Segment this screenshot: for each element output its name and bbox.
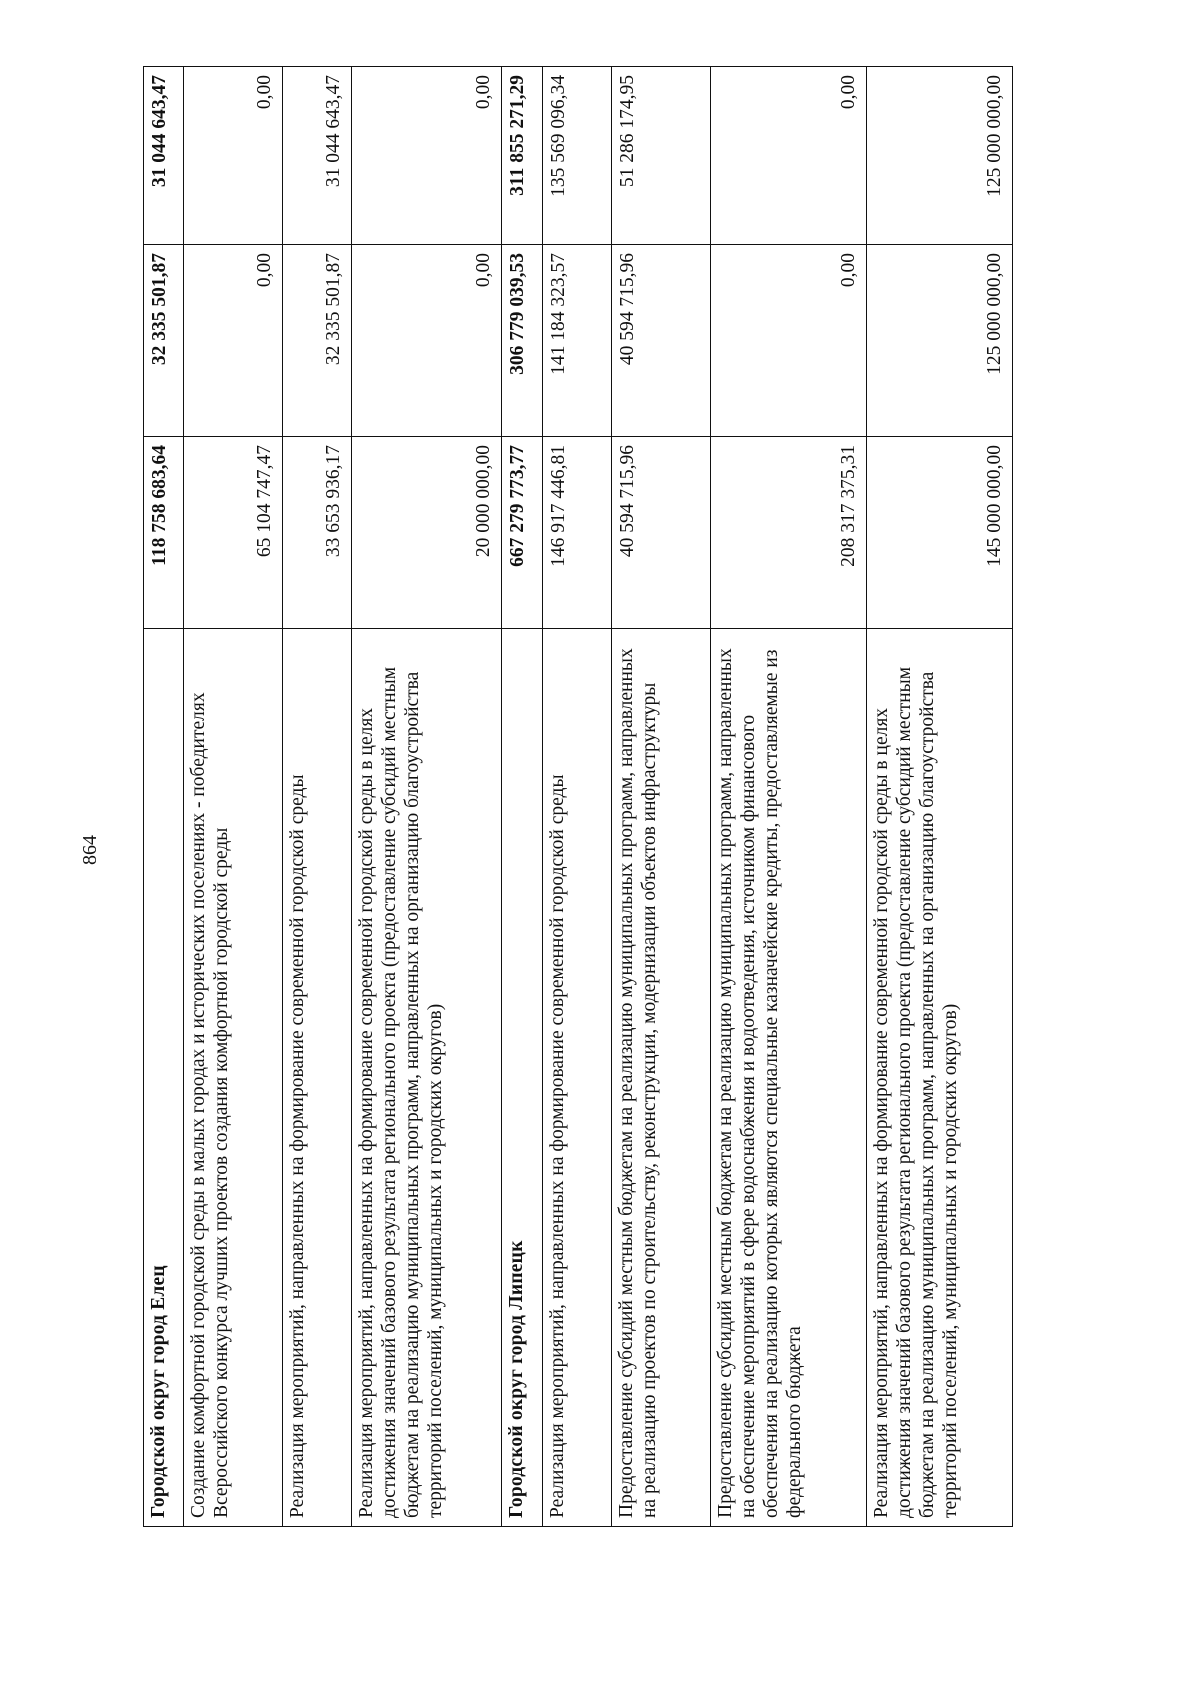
table-row — [184, 67, 283, 1527]
value-cell-year1: 146 917 446,81 — [542, 437, 611, 629]
value-cell-year1: 667 279 773,77 — [502, 437, 542, 629]
value-cell-year2: 32 335 501,87 — [144, 245, 184, 437]
value-cell-year3: 0,00 — [710, 67, 867, 245]
value-cell-year3: 125 000 000,00 — [867, 67, 1013, 245]
value-cell-year2: 40 594 715,96 — [612, 245, 711, 437]
value-cell-year3: 0,00 — [184, 67, 283, 245]
value-cell-year2: 0,00 — [352, 245, 502, 437]
value-cell-year3: 31 044 643,47 — [144, 67, 184, 245]
table-row — [542, 67, 611, 1527]
row-name-cell: Реализация мероприятий, направленных на формирование современной городской среды — [542, 629, 611, 1527]
value-cell-year1: 20 000 000,00 — [352, 437, 502, 629]
value-cell-year3: 31 044 643,47 — [282, 67, 351, 245]
table-row — [352, 67, 502, 1527]
value-cell-year2: 0,00 — [184, 245, 283, 437]
table-row — [612, 67, 711, 1527]
row-name-cell: Реализация мероприятий, направленных на формирование современной городской среды в целях достижения значений базового результата регионального проекта (предоставление субсидий местным бюджетам на реализацию муниципальных программ, направленных на организацию благоустройства территорий поселений, муниципальных и городских округов) — [352, 629, 502, 1527]
row-name-cell: Реализация мероприятий, направленных на формирование современной городской среды — [282, 629, 351, 1527]
value-cell-year2: 32 335 501,87 — [282, 245, 351, 437]
budget-table — [143, 66, 1013, 1527]
row-name-cell: Реализация мероприятий, направленных на формирование современной городской среды в целях достижения значений базового результата регионального проекта (предоставление субсидий местным бюджетам на реализацию муниципальных программ, направленных на организацию благоустройства территорий поселений, муниципальных и городских округов) — [867, 629, 1013, 1527]
row-name-cell: Городской округ город Липецк — [502, 629, 542, 1527]
value-cell-year3: 0,00 — [352, 67, 502, 245]
page-number: 864 — [78, 835, 101, 865]
row-name-cell: Городской округ город Елец — [144, 629, 184, 1527]
value-cell-year3: 135 569 096,34 — [542, 67, 611, 245]
table-row — [867, 67, 1013, 1527]
row-name-cell: Предоставление субсидий местным бюджетам на реализацию муниципальных программ, направленных на обеспечение мероприятий в сфере водоснабжения и водоотведения, источником финансового обеспечения на реализацию которых являются специальные казначейские кредиты, предоставляемые из федерального бюджета — [710, 629, 867, 1527]
value-cell-year2: 141 184 323,57 — [542, 245, 611, 437]
table-row — [710, 67, 867, 1527]
value-cell-year2: 125 000 000,00 — [867, 245, 1013, 437]
value-cell-year2: 0,00 — [710, 245, 867, 437]
value-cell-year1: 33 653 936,17 — [282, 437, 351, 629]
value-cell-year3: 311 855 271,29 — [502, 67, 542, 245]
value-cell-year2: 306 779 039,53 — [502, 245, 542, 437]
row-name-cell: Создание комфортной городской среды в малых городах и исторических поселениях - победителях Всероссийского конкурса лучших проектов создания комфортной городской среды — [184, 629, 283, 1527]
value-cell-year1: 208 317 375,31 — [710, 437, 867, 629]
value-cell-year1: 65 104 747,47 — [184, 437, 283, 629]
table-row-group-elets — [144, 67, 184, 1527]
value-cell-year1: 40 594 715,96 — [612, 437, 711, 629]
row-name-cell: Предоставление субсидий местным бюджетам на реализацию муниципальных программ, направленных на реализацию проектов по строительству, реконструкции, модернизации объектов инфраструктуры — [612, 629, 711, 1527]
table-row — [282, 67, 351, 1527]
value-cell-year3: 51 286 174,95 — [612, 67, 711, 245]
table-row-group-lipetsk — [502, 67, 542, 1527]
value-cell-year1: 118 758 683,64 — [144, 437, 184, 629]
value-cell-year1: 145 000 000,00 — [867, 437, 1013, 629]
rotated-table-wrapper — [143, 67, 1013, 1527]
